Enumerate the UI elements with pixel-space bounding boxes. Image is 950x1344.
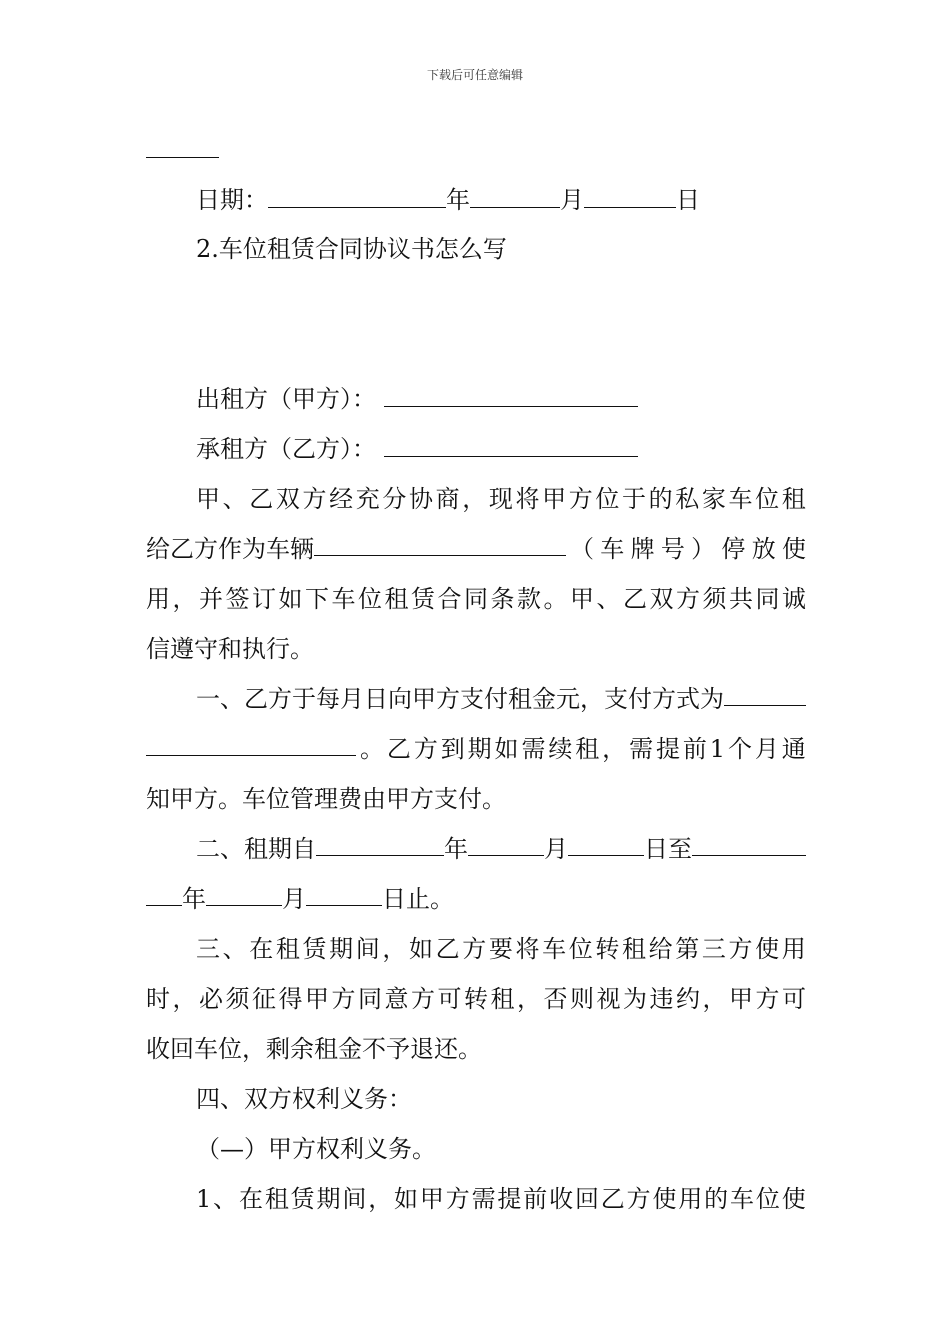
lessor-label: 出租方（甲方）： <box>196 385 376 413</box>
clause1-line-2 <box>146 733 806 765</box>
text-glyph: 方 <box>302 485 327 513</box>
section-title: 2.车位租赁合同协议书怎么写 <box>196 235 507 263</box>
end-year-label: 年 <box>182 885 206 913</box>
start-day-label: 日至 <box>644 835 692 863</box>
text-glyph: 用 <box>146 585 170 613</box>
text-glyph: 1 <box>709 735 726 763</box>
text-glyph: 下 <box>305 585 329 613</box>
lessee-line <box>196 433 638 465</box>
text-glyph: 违 <box>649 985 674 1013</box>
text-glyph: 车 <box>730 1185 754 1213</box>
text-glyph: 个 <box>727 735 752 763</box>
date-year-label: 年 <box>446 186 470 214</box>
text-glyph: 乙 <box>435 935 460 963</box>
intro-line-2-text: 给乙方作为车辆 <box>146 535 314 563</box>
text-glyph: （ <box>570 535 594 563</box>
text-glyph: 位 <box>568 935 593 963</box>
text-glyph: 转 <box>595 935 620 963</box>
text-glyph: 商 <box>435 485 460 513</box>
text-glyph: 如 <box>409 935 433 963</box>
text-glyph: 车 <box>728 485 753 513</box>
text-glyph: 方 <box>626 1185 651 1213</box>
text-glyph: 充 <box>355 485 380 513</box>
text-glyph: 方 <box>568 485 593 513</box>
text-glyph: 使 <box>781 535 806 563</box>
text-glyph: 甲 <box>196 485 220 513</box>
text-glyph: 如 <box>494 735 519 763</box>
intro-line-4: 信遵守和执行。 <box>146 635 314 663</box>
text-glyph: 同 <box>755 585 780 613</box>
clause3-line-1 <box>196 933 806 965</box>
text-glyph: 视 <box>596 985 621 1013</box>
text-glyph: 将 <box>515 485 540 513</box>
intro-line-1 <box>196 483 806 515</box>
text-glyph: 前 <box>523 1185 548 1213</box>
start-year-blank <box>316 833 444 856</box>
text-glyph: 可 <box>782 985 806 1013</box>
text-glyph: 约 <box>676 985 700 1013</box>
text-glyph: ， <box>172 985 197 1013</box>
clause2-line-2 <box>146 883 454 915</box>
text-glyph: 乙 <box>249 485 274 513</box>
text-glyph: 使 <box>755 935 780 963</box>
clause1-line-1-text: 一、乙方于每月日向甲方支付租金元，支付方式为 <box>196 685 724 713</box>
text-glyph: 、 <box>213 1185 238 1213</box>
text-glyph: ， <box>702 985 727 1013</box>
text-glyph: 使 <box>781 1185 806 1213</box>
end-day-label: 日止。 <box>382 885 454 913</box>
text-glyph: 需 <box>521 735 546 763</box>
text-glyph: 号 <box>660 535 685 563</box>
text-glyph: 并 <box>199 585 223 613</box>
text-glyph: 、 <box>596 585 621 613</box>
intro-line-2 <box>146 533 806 565</box>
text-glyph: 如 <box>278 585 303 613</box>
date-year-blank <box>268 185 446 208</box>
text-glyph: 车 <box>331 585 356 613</box>
payment-method-blank-cont <box>146 733 356 756</box>
text-glyph: 时 <box>146 985 170 1013</box>
start-month-label: 月 <box>544 835 568 863</box>
date-month-label: 月 <box>560 186 584 214</box>
clause1-line-1 <box>196 683 806 715</box>
text-glyph: 得 <box>278 985 303 1013</box>
text-glyph: 、 <box>222 935 247 963</box>
text-glyph: 期 <box>467 735 492 763</box>
text-glyph: ， <box>517 985 541 1013</box>
text-glyph: 租 <box>490 985 515 1013</box>
text-glyph: 如 <box>394 1185 419 1213</box>
end-year-blank <box>692 833 806 856</box>
text-glyph: 要 <box>488 935 513 963</box>
text-glyph: 位 <box>755 1185 780 1213</box>
text-glyph: 赁 <box>411 585 435 613</box>
start-day-blank <box>568 833 644 856</box>
clause1-line-3: 知甲方。车位管理费由甲方支付。 <box>146 785 506 813</box>
text-glyph: 第 <box>675 935 700 963</box>
lessor-blank <box>384 384 638 407</box>
date-day-blank <box>584 185 676 208</box>
text-glyph: 间 <box>342 1185 367 1213</box>
text-glyph: 同 <box>358 985 382 1013</box>
text-glyph: 甲 <box>570 585 594 613</box>
text-glyph: 间 <box>355 935 380 963</box>
text-glyph: 否 <box>543 985 568 1013</box>
text-glyph: 给 <box>648 935 673 963</box>
end-month-blank <box>206 883 282 906</box>
text-glyph: 月 <box>754 735 779 763</box>
continuation-underline <box>146 157 219 158</box>
text-glyph: 前 <box>682 735 707 763</box>
text-glyph: 期 <box>316 1185 341 1213</box>
date-day-label: 日 <box>676 186 700 214</box>
text-glyph: 提 <box>655 735 680 763</box>
text-glyph: 位 <box>358 585 382 613</box>
text-glyph: 通 <box>781 735 806 763</box>
text-glyph: 、 <box>222 485 247 513</box>
text-glyph: 的 <box>704 1185 729 1213</box>
date-line <box>196 184 700 216</box>
text-glyph: 方 <box>445 1185 470 1213</box>
text-glyph: ， <box>602 735 627 763</box>
text-glyph: 方 <box>755 985 780 1013</box>
text-glyph: 用 <box>781 935 806 963</box>
text-glyph: 三 <box>196 935 220 963</box>
text-glyph: 位 <box>595 485 620 513</box>
text-glyph: 条 <box>490 585 515 613</box>
text-glyph: 甲 <box>419 1185 444 1213</box>
text-glyph: 分 <box>382 485 407 513</box>
text-glyph: 位 <box>755 485 780 513</box>
text-glyph: 签 <box>225 585 250 613</box>
clause3-line-3: 收回车位，剩余租金不予退还。 <box>146 1035 482 1063</box>
text-glyph: 方 <box>331 985 356 1013</box>
text-glyph: 乙 <box>386 735 411 763</box>
text-glyph: 租 <box>384 585 409 613</box>
intro-line-3 <box>146 583 806 615</box>
text-glyph: 经 <box>329 485 354 513</box>
start-year-label: 年 <box>444 835 468 863</box>
text-glyph: 租 <box>781 485 806 513</box>
text-glyph: 甲 <box>305 985 329 1013</box>
clause2-line-1 <box>196 833 806 865</box>
text-glyph: 方 <box>462 935 487 963</box>
text-glyph: 须 <box>225 985 250 1013</box>
text-glyph: 。 <box>360 735 384 763</box>
text-glyph: 车 <box>600 535 625 563</box>
text-glyph: 乙 <box>600 1185 625 1213</box>
text-glyph: 同 <box>464 585 488 613</box>
clause3-line-2 <box>146 983 806 1015</box>
text-glyph: 需 <box>629 735 654 763</box>
end-year-blank-cont <box>146 883 182 906</box>
lessee-label: 承租方（乙方）： <box>196 435 376 463</box>
text-glyph: 回 <box>574 1185 599 1213</box>
lessee-blank <box>384 434 638 457</box>
text-glyph: 方 <box>413 735 438 763</box>
text-glyph: 将 <box>515 935 540 963</box>
text-glyph: 可 <box>437 985 462 1013</box>
text-glyph: 双 <box>649 585 674 613</box>
clause2-prefix: 二、租期自 <box>196 835 316 863</box>
text-glyph: ， <box>368 1185 393 1213</box>
text-glyph: 租 <box>575 735 600 763</box>
date-label: 日期： <box>196 186 268 214</box>
text-glyph: 收 <box>549 1185 574 1213</box>
text-glyph: 在 <box>249 935 274 963</box>
text-glyph: 车 <box>542 935 567 963</box>
text-glyph: 方 <box>676 585 700 613</box>
text-glyph: 提 <box>497 1185 522 1213</box>
text-glyph: 的 <box>648 485 673 513</box>
text-glyph: 方 <box>411 985 435 1013</box>
text-glyph: 需 <box>471 1185 496 1213</box>
lessor-line <box>196 383 638 415</box>
text-glyph: 则 <box>570 985 594 1013</box>
text-glyph: ） <box>691 535 716 563</box>
text-glyph: 用 <box>678 1185 703 1213</box>
text-glyph: 共 <box>729 585 753 613</box>
clause4-title: 四、双方权利义务： <box>196 1085 412 1113</box>
payment-method-blank <box>724 683 806 706</box>
text-glyph: 1 <box>196 1185 212 1213</box>
text-glyph: 期 <box>329 935 354 963</box>
text-glyph: 现 <box>488 485 513 513</box>
page-header: 下载后可任意编辑 <box>426 68 523 82</box>
text-glyph: 续 <box>548 735 573 763</box>
date-month-blank <box>470 185 560 208</box>
text-glyph: 家 <box>701 485 726 513</box>
text-glyph: 须 <box>702 585 727 613</box>
text-glyph: 私 <box>675 485 700 513</box>
text-glyph: 乙 <box>623 585 647 613</box>
text-glyph: 意 <box>384 985 409 1013</box>
text-glyph: 赁 <box>290 1185 315 1213</box>
text-glyph: 租 <box>275 935 300 963</box>
text-glyph: 放 <box>751 535 776 563</box>
text-glyph: 。 <box>543 585 568 613</box>
text-glyph: 于 <box>622 485 646 513</box>
text-glyph: 租 <box>264 1185 289 1213</box>
text-glyph: 转 <box>464 985 488 1013</box>
text-glyph: ， <box>462 485 487 513</box>
text-glyph: 诚 <box>782 585 806 613</box>
text-glyph: 在 <box>238 1185 263 1213</box>
text-glyph: 租 <box>622 935 646 963</box>
text-glyph: ， <box>382 935 407 963</box>
text-glyph: 必 <box>199 985 223 1013</box>
text-glyph: 三 <box>701 935 726 963</box>
text-glyph: 为 <box>623 985 647 1013</box>
text-glyph: 赁 <box>302 935 327 963</box>
text-glyph: 甲 <box>542 485 567 513</box>
start-month-blank <box>468 833 544 856</box>
end-month-label: 月 <box>282 885 306 913</box>
end-day-blank <box>306 883 382 906</box>
intro-line-2-tail <box>570 533 806 565</box>
text-glyph: 协 <box>409 485 433 513</box>
sub1-title: （—）甲方权利义务。 <box>196 1135 436 1163</box>
text-glyph: 双 <box>275 485 300 513</box>
text-glyph: 征 <box>252 985 276 1013</box>
plate-number-blank <box>314 533 566 556</box>
text-glyph: 合 <box>437 585 462 613</box>
text-glyph: 停 <box>721 535 746 563</box>
text-glyph: 方 <box>728 935 753 963</box>
text-glyph: 订 <box>252 585 276 613</box>
clause1-line-2-text <box>360 733 806 765</box>
text-glyph: 款 <box>517 585 541 613</box>
text-glyph: 使 <box>652 1185 677 1213</box>
item1-line-1 <box>196 1183 806 1215</box>
text-glyph: ， <box>172 585 197 613</box>
text-glyph: 到 <box>440 735 465 763</box>
text-glyph: 牌 <box>630 535 655 563</box>
text-glyph: 甲 <box>729 985 753 1013</box>
